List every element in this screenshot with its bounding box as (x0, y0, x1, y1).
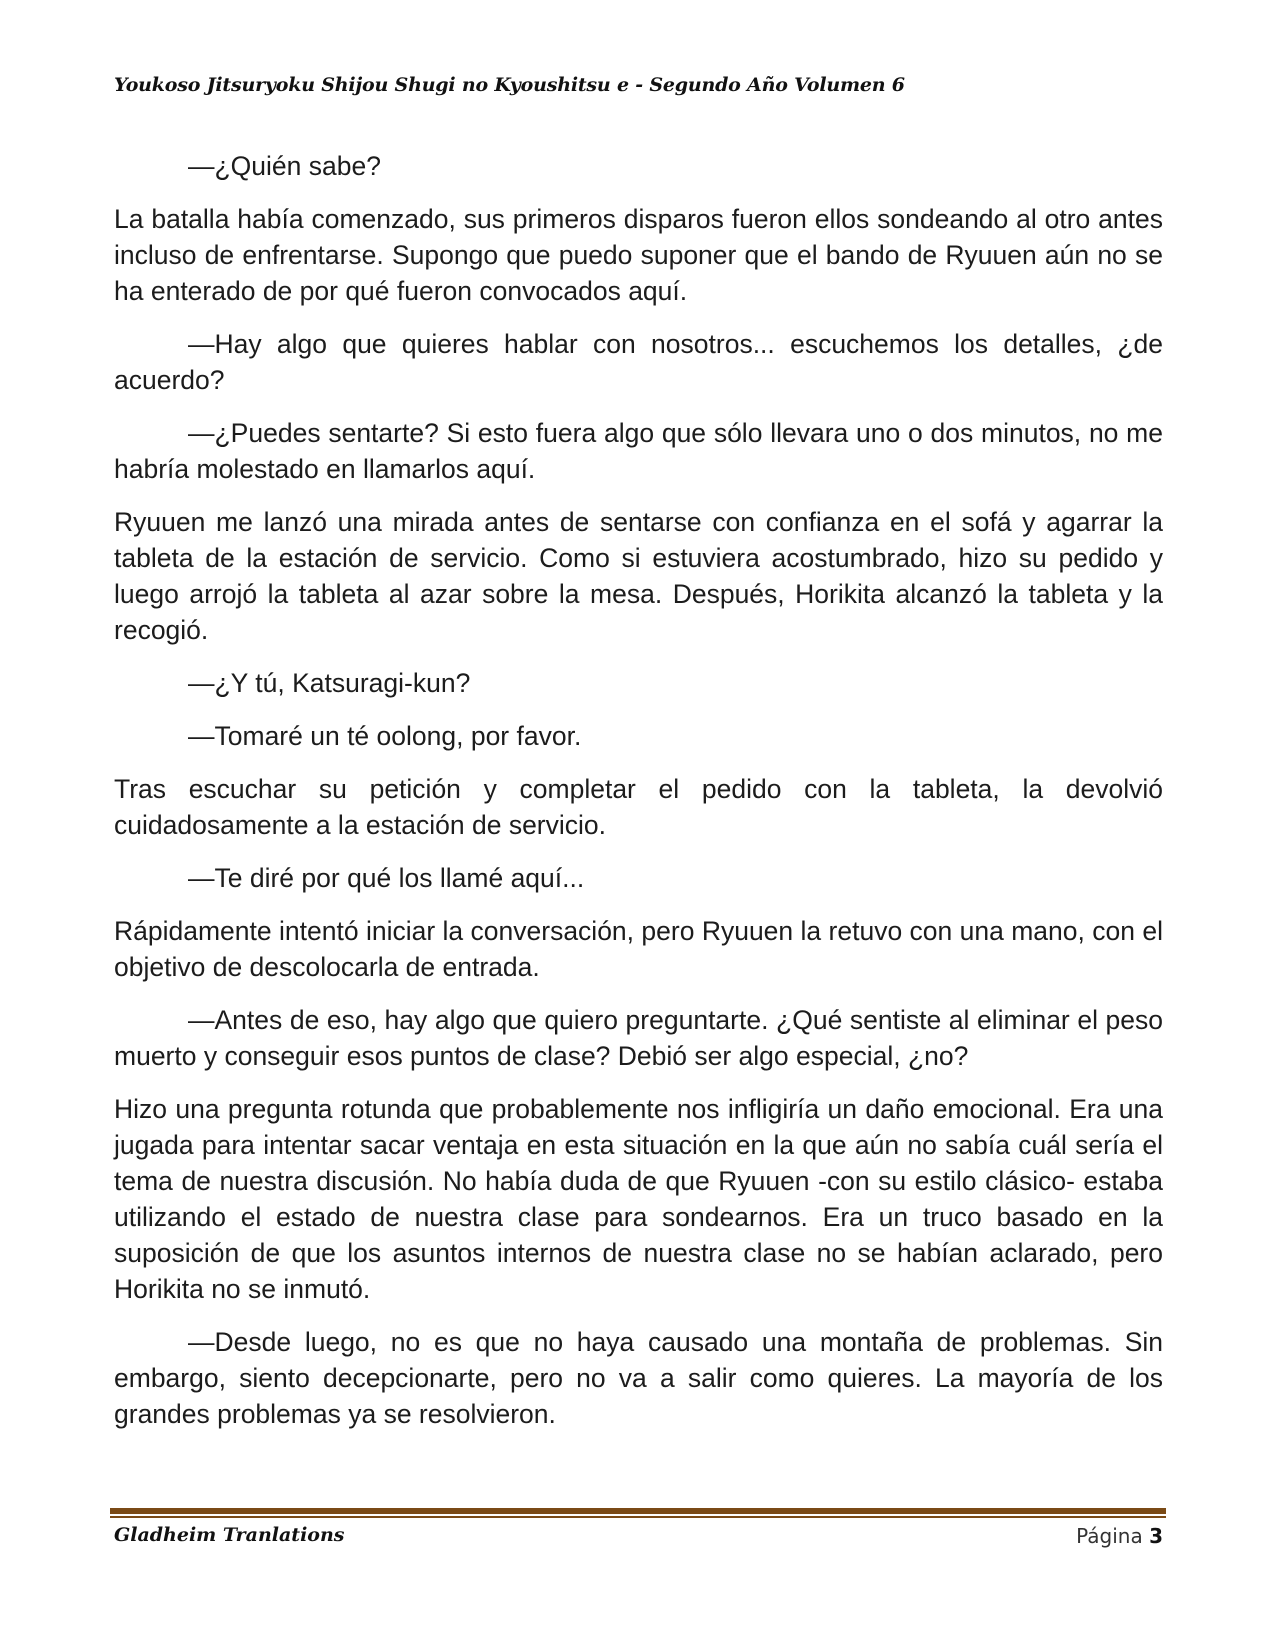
page-number: 3 (1149, 1524, 1163, 1548)
paragraph-dialogue: —¿Puedes sentarte? Si esto fuera algo que sólo llevara uno o dos minutos, no me habría molestado en llamarlos aquí. (114, 418, 1163, 484)
running-header: Youkoso Jitsuryoku Shijou Shugi no Kyoushitsu e - Segundo Año Volumen 6 (114, 74, 905, 96)
paragraph-dialogue: —Te diré por qué los llamé aquí... (188, 863, 585, 893)
body-text (114, 148, 1163, 1449)
footer-divider-thin (110, 1516, 1166, 1518)
paragraph-dialogue: —Hay algo que quieres hablar con nosotros... escuchemos los detalles, ¿de acuerdo? (114, 329, 1163, 395)
paragraph-narration: La batalla había comenzado, sus primeros disparos fueron ellos sondeando al otro antes incluso de enfrentarse. Supongo que puedo suponer que el bando de Ryuuen aún no se ha enterado de por qué fueron convocados aquí. (114, 204, 1163, 306)
paragraph-narration: Tras escuchar su petición y completar el pedido con la tableta, la devolvió cuidadosamente a la estación de servicio. (114, 774, 1163, 840)
paragraph-dialogue: —¿Quién sabe? (188, 151, 381, 181)
footer-divider-thick (110, 1508, 1166, 1514)
footer-page-indicator (1076, 1524, 1163, 1548)
footer-divider (110, 1508, 1166, 1519)
paragraph-dialogue: —Tomaré un té oolong, por favor. (188, 721, 582, 751)
paragraph-narration: Ryuuen me lanzó una mirada antes de sentarse con confianza en el sofá y agarrar la tableta de la estación de servicio. Como si estuviera acostumbrado, hizo su pedido y luego arrojó la tableta al azar sobre la mesa. Después, Horikita alcanzó la tableta y la recogió. (114, 507, 1163, 645)
paragraph-dialogue: —Desde luego, no es que no haya causado una montaña de problemas. Sin embargo, siento decepcionarte, pero no va a salir como quieres. La mayoría de los grandes problemas ya se resolvieron. (114, 1327, 1163, 1429)
footer-translator: Gladheim Tranlations (114, 1524, 345, 1546)
paragraph-dialogue: —¿Y tú, Katsuragi-kun? (188, 668, 471, 698)
paragraph-dialogue: —Antes de eso, hay algo que quiero preguntarte. ¿Qué sentiste al eliminar el peso muerto y conseguir esos puntos de clase? Debió ser algo especial, ¿no? (114, 1005, 1163, 1071)
paragraph-narration: Hizo una pregunta rotunda que probablemente nos infligiría un daño emocional. Era una jugada para intentar sacar ventaja en esta situación en la que aún no sabía cuál sería el tema de nuestra discusión. No había duda de que Ryuuen -con su estilo clásico- estaba utilizando el estado de nuestra clase para sondearnos. Era un truco basado en la suposición de que los asuntos internos de nuestra clase no se habían aclarado, pero Horikita no se inmutó. (114, 1094, 1163, 1304)
paragraph-narration: Rápidamente intentó iniciar la conversación, pero Ryuuen la retuvo con una mano, con el objetivo de descolocarla de entrada. (114, 916, 1163, 982)
page-label: Página (1076, 1524, 1143, 1548)
